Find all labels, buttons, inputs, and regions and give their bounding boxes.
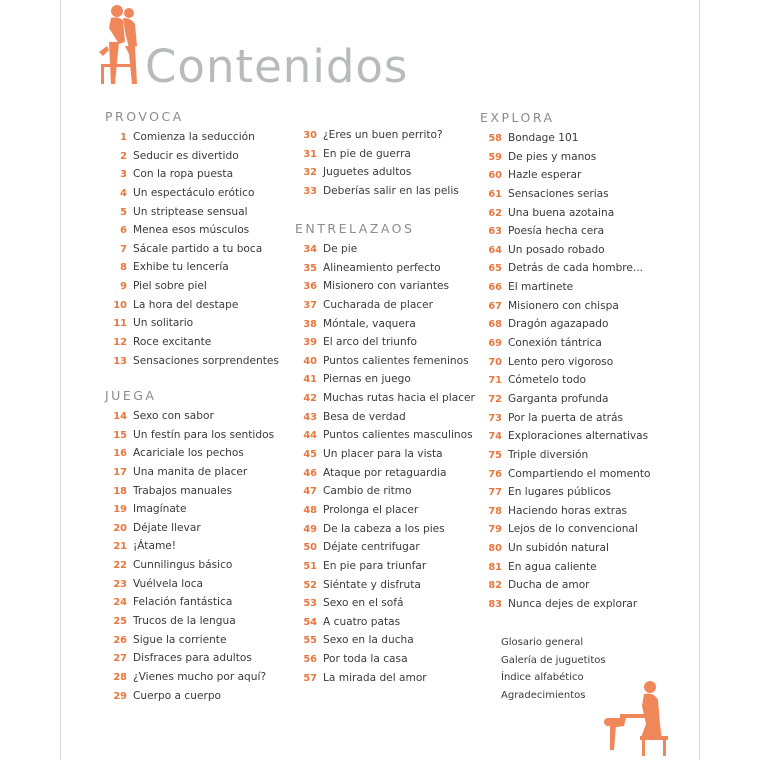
entry-title: Seducir es divertido — [133, 149, 239, 162]
entry-title: Exhibe tu lencería — [133, 261, 229, 274]
entry-title: Móntale, vaquera — [323, 317, 416, 330]
entry-number: 68 — [488, 319, 502, 331]
entry-number: 60 — [488, 170, 502, 182]
entry-title: Una manita de placer — [133, 465, 248, 478]
entry-title: Poesía hecha cera — [508, 225, 605, 238]
entry-title: Besa de verdad — [323, 410, 406, 423]
entry-title: De pies y manos — [508, 150, 597, 163]
entry-number: 76 — [488, 468, 502, 480]
entry-number: 48 — [303, 504, 317, 516]
entry-number: 67 — [488, 300, 502, 312]
entry-number: 27 — [113, 653, 127, 665]
entry-title: Puntos calientes masculinos — [323, 429, 473, 442]
entry-number: 17 — [113, 466, 127, 478]
section-heading: PROVOCA — [105, 109, 184, 124]
entry-number: 9 — [120, 281, 127, 293]
toc-entry — [105, 649, 285, 668]
toc-entry — [480, 185, 660, 204]
entry-title: Sigue la corriente — [133, 633, 227, 646]
entry-title: Sácale partido a tu boca — [133, 242, 263, 255]
toc-list — [105, 128, 285, 370]
toc-entry — [295, 613, 475, 632]
entry-title: En pie de guerra — [323, 147, 411, 160]
entry-number: 61 — [488, 188, 502, 200]
entry-title: Por toda la casa — [323, 653, 408, 666]
entry-title: Sensaciones serias — [508, 187, 609, 200]
entry-number: 31 — [303, 148, 317, 160]
toc-entry — [480, 129, 660, 148]
toc-entry — [480, 465, 660, 484]
entry-title: Un posado robado — [508, 243, 605, 256]
entry-number: 3 — [120, 169, 127, 181]
entry-title: Detrás de cada hombre... — [508, 262, 644, 275]
toc-entry — [295, 520, 475, 539]
toc-entry — [105, 593, 285, 612]
toc-entry — [295, 240, 475, 259]
toc-entry — [105, 240, 285, 259]
entry-title: Cuerpo a cuerpo — [133, 689, 222, 702]
toc-entry — [480, 353, 660, 372]
entry-title: Misionero con variantes — [323, 280, 450, 293]
entry-title: Dragón agazapado — [508, 318, 609, 331]
entry-title: Lejos de lo convencional — [508, 523, 638, 536]
toc-entry — [295, 182, 475, 201]
entry-title: Comienza la seducción — [133, 131, 255, 143]
toc-entry — [480, 446, 660, 465]
entry-number: 47 — [303, 486, 317, 498]
entry-title: ¡Átame! — [133, 540, 177, 553]
toc-entry — [295, 370, 475, 389]
entry-title: Hazle esperar — [508, 169, 582, 182]
entry-title: Sensaciones sorprendentes — [133, 354, 279, 367]
entry-number: 56 — [303, 654, 317, 666]
toc-entry — [295, 389, 475, 408]
entry-number: 29 — [113, 690, 127, 702]
entry-number: 65 — [488, 263, 502, 275]
entry-number: 7 — [120, 243, 127, 255]
entry-number: 15 — [113, 429, 127, 441]
toc-entry — [480, 595, 660, 614]
section-heading: ENTRELAZAOS — [295, 221, 415, 236]
entry-title: ¿Vienes mucho por aquí? — [133, 670, 267, 683]
entry-title: Puntos calientes femeninos — [323, 354, 469, 367]
back-matter-list — [501, 634, 606, 704]
toc-entry — [480, 371, 660, 390]
toc-entry — [105, 482, 285, 501]
entry-number: 21 — [113, 541, 127, 553]
couple-illustration-top — [97, 2, 145, 86]
toc-entry — [105, 203, 285, 222]
toc-entry — [105, 184, 285, 203]
entry-number: 75 — [488, 449, 502, 461]
entry-number: 11 — [113, 318, 127, 330]
entry-number: 82 — [488, 580, 502, 592]
entry-number: 36 — [303, 281, 317, 293]
entry-title: La hora del destape — [133, 298, 239, 311]
entry-title: Una buena azotaina — [508, 206, 615, 219]
entry-title: Triple diversión — [508, 448, 589, 461]
entry-title: A cuatro patas — [323, 615, 401, 628]
entry-number: 18 — [113, 485, 127, 497]
entry-title: Imagínate — [133, 503, 187, 516]
entry-number: 45 — [303, 449, 317, 461]
toc-entry — [105, 444, 285, 463]
entry-title: Misionero con chispa — [508, 299, 619, 312]
entry-number: 23 — [113, 578, 127, 590]
entry-number: 71 — [488, 375, 502, 387]
couple-illustration-bottom — [600, 678, 676, 758]
toc-entry — [295, 408, 475, 427]
back-matter-item: Agradecimientos — [501, 689, 586, 701]
section-continued — [295, 126, 475, 201]
entry-title: En pie para triunfar — [323, 559, 427, 572]
entry-title: Conexión tántrica — [508, 337, 602, 350]
entry-number: 12 — [113, 337, 127, 349]
toc-entry — [480, 241, 660, 260]
entry-title: Lento pero vigoroso — [508, 355, 614, 368]
entry-number: 81 — [488, 561, 502, 573]
entry-title: Deberías salir en las pelis — [323, 184, 459, 197]
entry-number: 79 — [488, 524, 502, 536]
entry-title: Piernas en juego — [323, 373, 411, 386]
entry-number: 43 — [303, 411, 317, 423]
entry-title: Sexo en el sofá — [323, 597, 404, 610]
entry-title: Juguetes adultos — [323, 166, 412, 179]
toc-entry — [480, 204, 660, 223]
toc-entry — [105, 500, 285, 519]
toc-list — [295, 126, 475, 201]
entry-number: 34 — [303, 244, 317, 255]
entry-number: 4 — [120, 187, 127, 199]
entry-number: 63 — [488, 226, 502, 238]
entry-number: 22 — [113, 560, 127, 572]
entry-number: 33 — [303, 185, 317, 197]
section-heading: EXPLORA — [480, 110, 555, 125]
toc-entry — [105, 556, 285, 575]
entry-number: 44 — [303, 430, 317, 442]
toc-entry — [480, 539, 660, 558]
entry-number: 35 — [303, 262, 317, 274]
entry-number: 41 — [303, 374, 317, 386]
entry-title: Cambio de ritmo — [323, 485, 412, 498]
toc-entry — [480, 520, 660, 539]
toc-entry — [295, 576, 475, 595]
toc-entry — [105, 333, 285, 352]
toc-entry — [105, 352, 285, 371]
toc-entry — [295, 557, 475, 576]
entry-title: Un striptease sensual — [133, 205, 248, 218]
entry-number: 14 — [113, 411, 127, 422]
toc-entry — [295, 352, 475, 371]
entry-title: Cucharada de placer — [323, 298, 434, 311]
toc-entry — [480, 427, 660, 446]
entry-number: 8 — [120, 262, 127, 274]
entry-number: 38 — [303, 318, 317, 330]
entry-number: 2 — [120, 150, 127, 162]
entry-number: 1 — [120, 132, 127, 143]
entry-title: En agua caliente — [508, 560, 597, 573]
entry-number: 80 — [488, 543, 502, 555]
toc-entry — [105, 426, 285, 445]
entry-number: 25 — [113, 616, 127, 628]
section-explora — [480, 110, 660, 614]
toc-entry — [480, 315, 660, 334]
toc-entry — [295, 277, 475, 296]
toc-entry — [480, 576, 660, 595]
entry-title: Compartiendo el momento — [508, 467, 651, 480]
entry-number: 42 — [303, 393, 317, 405]
entry-title: Nunca dejes de explorar — [508, 598, 638, 611]
toc-entry — [105, 277, 285, 296]
entry-title: Exploraciones alternativas — [508, 430, 649, 443]
entry-title: Cómetelo todo — [508, 374, 587, 387]
entry-number: 66 — [488, 282, 502, 294]
toc-entry — [105, 128, 285, 147]
entry-number: 24 — [113, 597, 127, 609]
section-entrelazaos — [295, 221, 475, 687]
entry-title: Cunnilingus básico — [133, 559, 233, 572]
toc-entry — [295, 145, 475, 164]
entry-number: 54 — [303, 616, 317, 628]
toc-entry — [105, 407, 285, 426]
entry-title: Por la puerta de atrás — [508, 411, 623, 424]
toc-entry — [295, 631, 475, 650]
toc-entry — [480, 390, 660, 409]
toc-entry — [295, 482, 475, 501]
entry-title: Disfraces para adultos — [133, 652, 252, 665]
entry-title: Un subidón natural — [508, 542, 609, 555]
entry-number: 53 — [303, 598, 317, 610]
back-matter-item: Índice alfabético — [501, 672, 584, 683]
entry-title: Menea esos músculos — [133, 224, 250, 237]
section-provoca — [105, 109, 285, 370]
entry-title: La mirada del amor — [323, 671, 427, 684]
entry-title: Un solitario — [133, 317, 194, 330]
entry-title: El martinete — [508, 281, 574, 294]
toc-entry — [295, 333, 475, 352]
entry-title: Bondage 101 — [508, 132, 579, 144]
toc-entry — [480, 334, 660, 353]
toc-entry — [295, 296, 475, 315]
entry-number: 6 — [120, 225, 127, 237]
entry-number: 5 — [120, 206, 127, 218]
toc-entry — [295, 669, 475, 688]
entry-title: Sexo con sabor — [133, 410, 214, 422]
entry-number: 52 — [303, 579, 317, 591]
entry-title: Trabajos manuales — [133, 484, 232, 497]
toc-entry — [480, 483, 660, 502]
entry-title: De la cabeza a los pies — [323, 522, 445, 535]
entry-number: 74 — [488, 431, 502, 443]
toc-entry — [295, 259, 475, 278]
entry-title: Siéntate y disfruta — [323, 578, 421, 591]
entry-number: 19 — [113, 504, 127, 516]
entry-number: 10 — [113, 299, 127, 311]
entry-number: 83 — [488, 599, 502, 611]
toc-entry — [480, 502, 660, 521]
entry-title: Trucos de la lengua — [133, 615, 236, 628]
entry-number: 70 — [488, 356, 502, 368]
entry-title: Un espectáculo erótico — [133, 186, 255, 199]
toc-entry — [295, 594, 475, 613]
toc-entry — [295, 445, 475, 464]
toc-entry — [105, 221, 285, 240]
toc-entry — [480, 166, 660, 185]
toc-entry — [105, 575, 285, 594]
toc-entry — [295, 464, 475, 483]
toc-entry — [105, 687, 285, 706]
entry-title: Déjate llevar — [133, 521, 201, 534]
entry-number: 26 — [113, 634, 127, 646]
section-heading: JUEGA — [105, 388, 157, 403]
toc-entry — [480, 278, 660, 297]
entry-number: 39 — [303, 337, 317, 349]
section-juega — [105, 388, 285, 705]
toc-entry — [295, 315, 475, 334]
entry-title: Prolonga el placer — [323, 503, 419, 516]
entry-title: Roce excitante — [133, 336, 212, 349]
entry-title: Vuélvela loca — [133, 577, 204, 590]
entry-number: 69 — [488, 338, 502, 350]
entry-number: 62 — [488, 207, 502, 219]
toc-entry — [105, 519, 285, 538]
entry-number: 78 — [488, 505, 502, 517]
entry-title: ¿Eres un buen perrito? — [323, 129, 443, 141]
entry-number: 30 — [303, 130, 317, 141]
entry-number: 58 — [488, 133, 502, 144]
entry-number: 59 — [488, 151, 502, 163]
entry-number: 57 — [303, 672, 317, 684]
page-title: Contenidos — [145, 40, 409, 93]
toc-entry — [105, 537, 285, 556]
entry-number: 13 — [113, 355, 127, 367]
toc-entry — [480, 148, 660, 167]
entry-number: 28 — [113, 671, 127, 683]
toc-entry — [105, 165, 285, 184]
entry-title: Felación fantástica — [133, 596, 233, 609]
toc-list — [480, 129, 660, 614]
toc-entry — [105, 258, 285, 277]
toc-entry — [105, 314, 285, 333]
entry-title: El arco del triunfo — [323, 336, 417, 349]
entry-title: Acariciale los pechos — [133, 447, 244, 460]
toc-entry — [295, 126, 475, 145]
entry-number: 16 — [113, 448, 127, 460]
entry-title: Un placer para la vista — [323, 448, 443, 461]
entry-title: Haciendo horas extras — [508, 504, 628, 517]
entry-title: Ataque por retaguardia — [323, 466, 447, 479]
toc-entry — [295, 501, 475, 520]
toc-entry — [480, 297, 660, 316]
toc-entry — [295, 426, 475, 445]
entry-number: 72 — [488, 393, 502, 405]
toc-entry — [480, 558, 660, 577]
toc-entry — [295, 538, 475, 557]
entry-title: Garganta profunda — [508, 392, 609, 405]
entry-title: En lugares públicos — [508, 486, 612, 499]
back-matter-item: Glosario general — [501, 637, 584, 648]
toc-entry — [295, 650, 475, 669]
entry-number: 50 — [303, 542, 317, 554]
toc-entry — [105, 612, 285, 631]
entry-number: 20 — [113, 522, 127, 534]
toc-entry — [480, 409, 660, 428]
entry-number: 51 — [303, 560, 317, 572]
entry-number: 49 — [303, 523, 317, 535]
back-matter-item: Galería de juguetitos — [501, 654, 606, 666]
entry-title: Sexo en la ducha — [323, 634, 414, 647]
entry-title: Déjate centrifugar — [323, 541, 420, 554]
entry-title: Piel sobre piel — [133, 280, 207, 293]
toc-entry — [480, 222, 660, 241]
toc-entry — [105, 668, 285, 687]
entry-title: Ducha de amor — [508, 579, 590, 592]
entry-title: Muchas rutas hacia el placer — [323, 392, 475, 405]
entry-number: 73 — [488, 412, 502, 424]
toc-list — [295, 240, 475, 687]
entry-number: 64 — [488, 244, 502, 256]
entry-title: Con la ropa puesta — [133, 168, 234, 181]
toc-entry — [295, 163, 475, 182]
entry-number: 37 — [303, 299, 317, 311]
toc-entry — [105, 147, 285, 166]
toc-entry — [105, 296, 285, 315]
toc-entry — [105, 631, 285, 650]
entry-number: 46 — [303, 467, 317, 479]
entry-title: Un festín para los sentidos — [133, 428, 275, 441]
entry-number: 40 — [303, 355, 317, 367]
entry-title: Alineamiento perfecto — [323, 261, 441, 274]
entry-title: De pie — [323, 243, 358, 255]
entry-number: 55 — [303, 635, 317, 647]
toc-entry — [105, 463, 285, 482]
toc-entry — [480, 259, 660, 278]
entry-number: 32 — [303, 167, 317, 179]
entry-number: 77 — [488, 487, 502, 499]
toc-list — [105, 407, 285, 705]
